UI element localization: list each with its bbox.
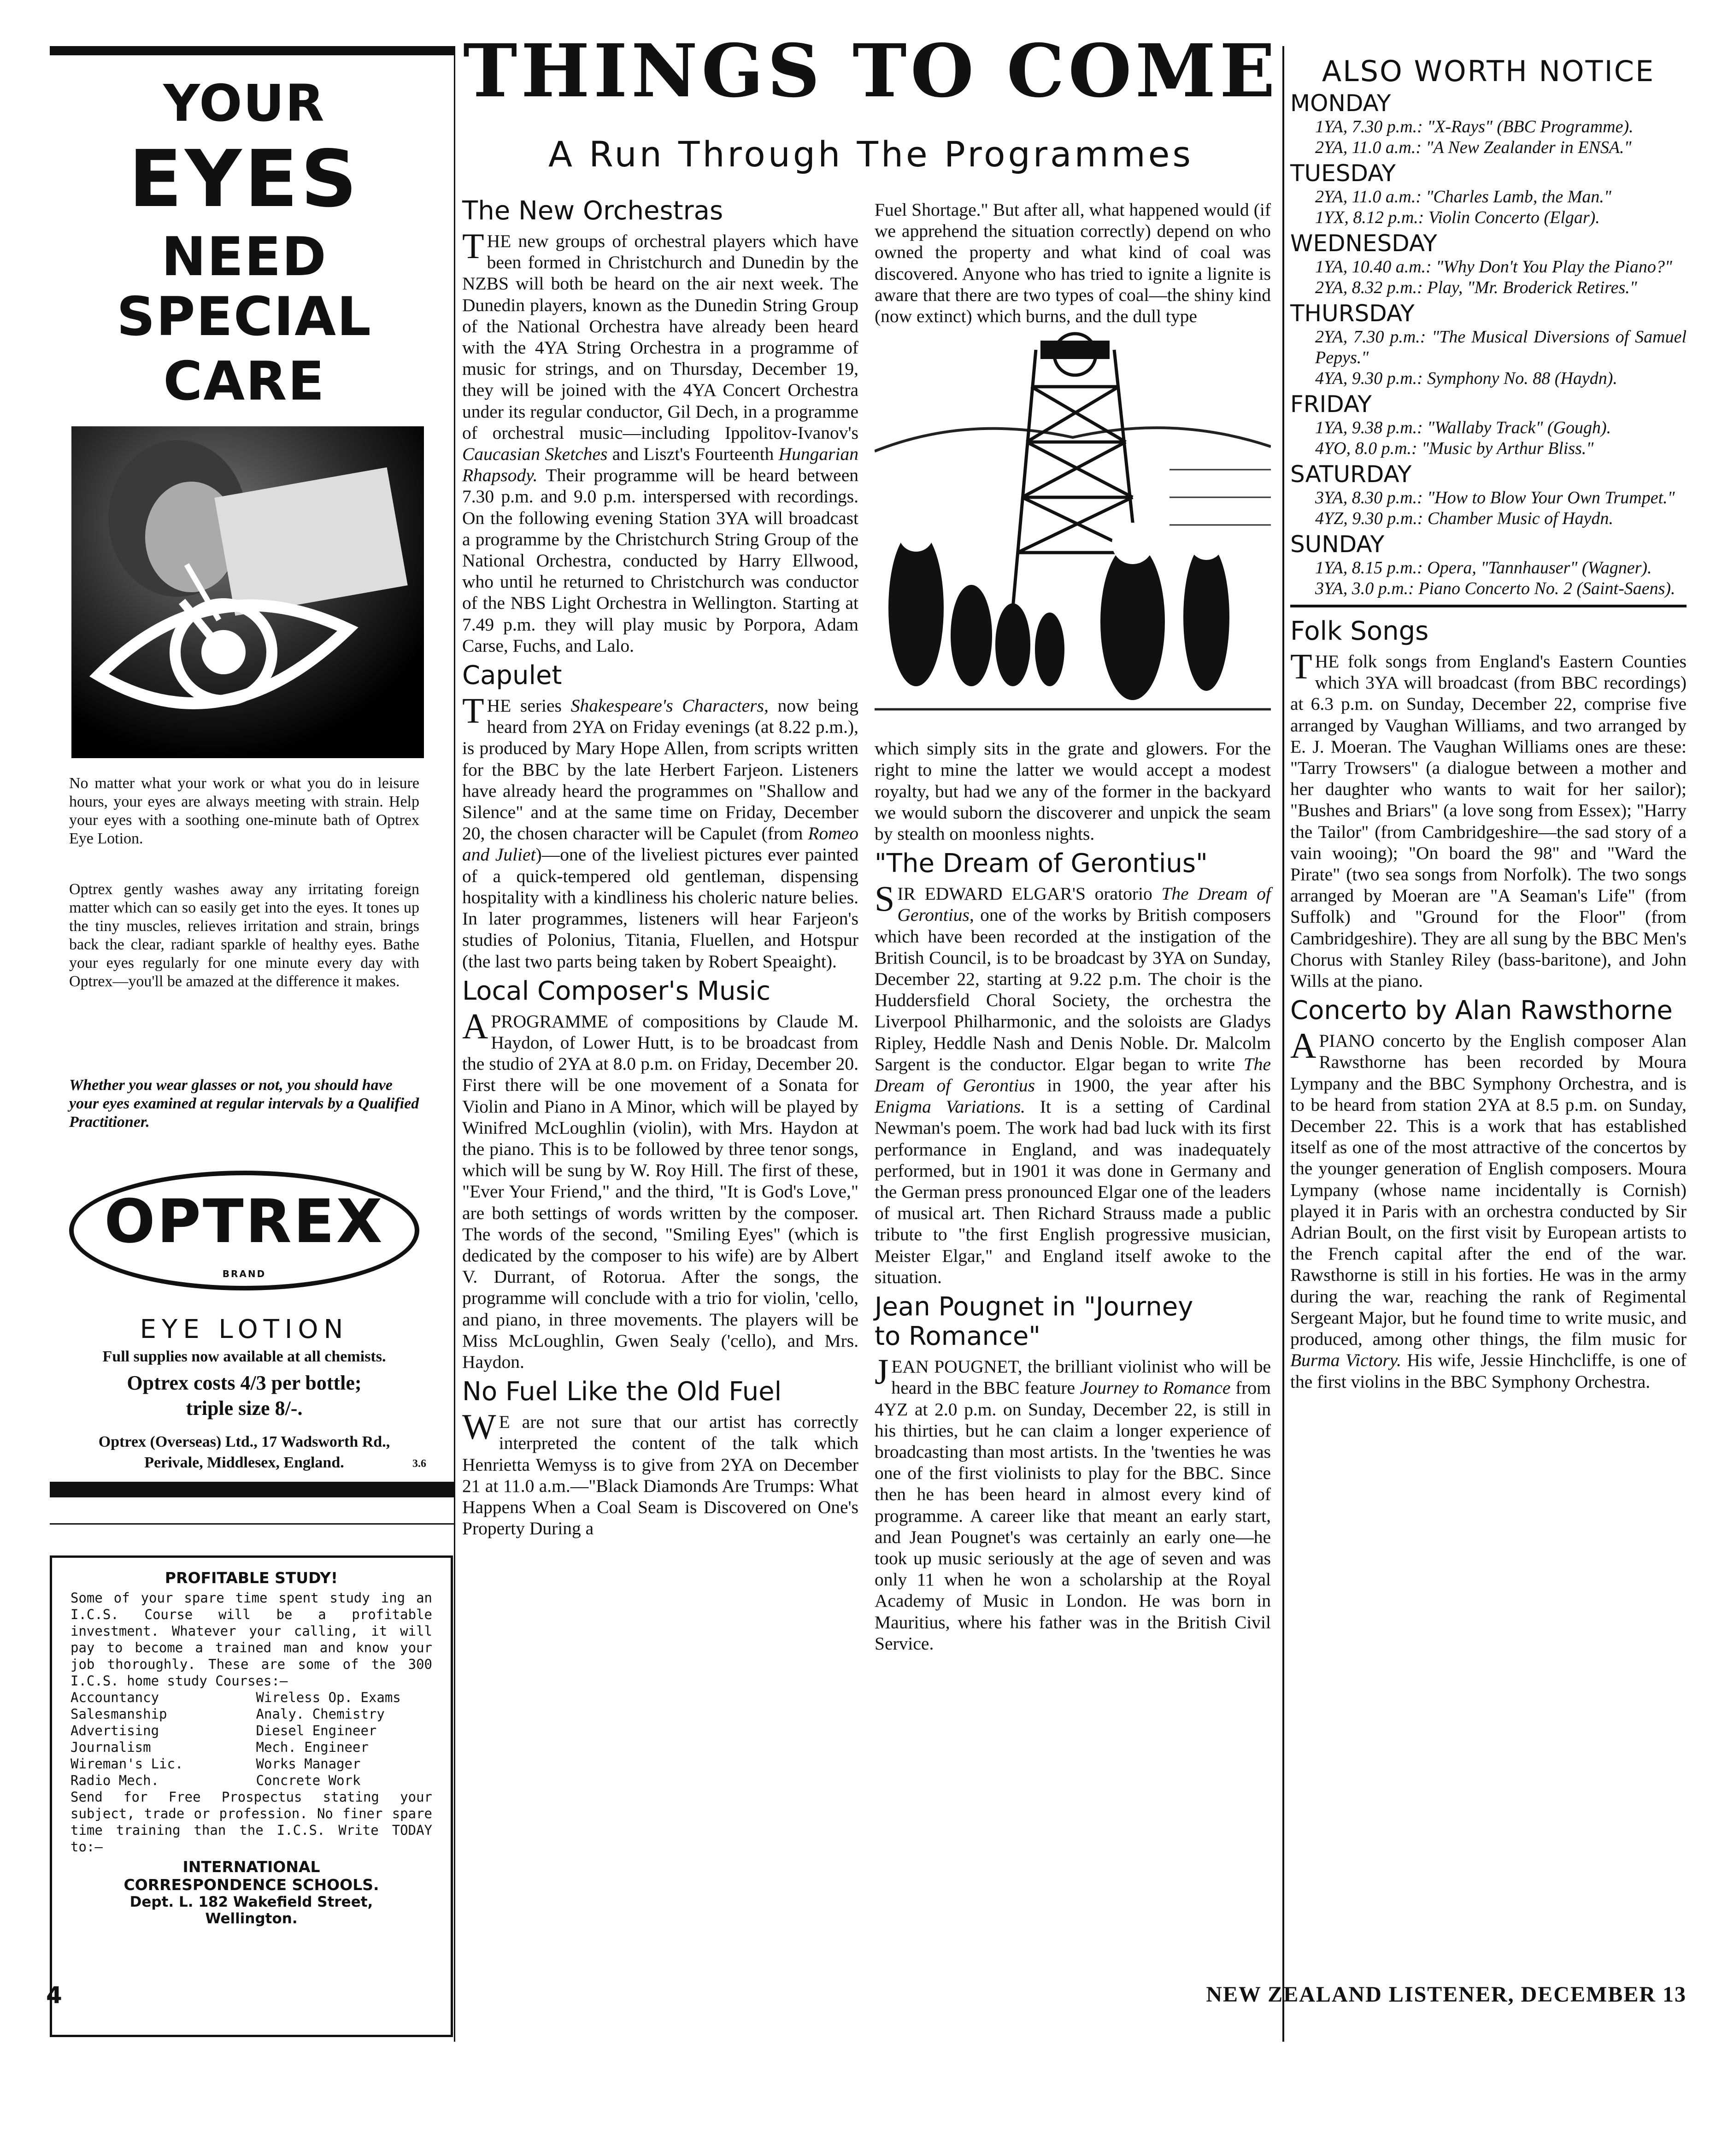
ics-course: Works Manager [256, 1756, 361, 1772]
article-body-pougnet: JEAN POUGNET, the brilliant violinist who will be heard in the BBC feature Journey to Romance from 4YZ at 2.0 p.m. on Sunday, December 22, is still in his thirties, but he can claim a longer experience of broadcasting than most artists. In the 'twenties he was one of the first violinists to play for the BBC. Since then he has been heard in almost every kind of programme. A career like that meant an early start, and Jean Pougnet's was certainly an early one—he took up music seriously at the age of seven and was only 11 when he won a scholarship at the Royal Academy of Music in London. He was born in Mauritius, where his father was in the British Civil Service. [875, 1351, 1271, 1654]
ad-headline-eyes: EYES [129, 134, 360, 225]
notice-item: 1YX, 8.12 p.m.: Violin Concerto (Elgar). [1315, 208, 1600, 227]
ics-course: Salesmanship [71, 1706, 167, 1722]
notice-item: 1YA, 7.30 p.m.: "X-Rays" (BBC Programme). [1315, 117, 1634, 136]
page-subtitle: A Run Through The Programmes [548, 134, 1193, 175]
article-body-old-fuel-cont: Fuel Shortage." But after all, what happened would (if we apprehend the situation correctly) depend on who owned the property and what kind of coal was discovered. Anyone who has tried to ignite a lignite is aware that there are two types of coal—the shiny kind (now extinct) which burns, and the dull type [875, 200, 1271, 327]
ad-photo-woman-reading [71, 426, 424, 758]
notice-item: 2YA, 8.32 p.m.: Play, "Mr. Broderick Retires." [1315, 278, 1637, 297]
article-title-pougnet: Jean Pougnet in "Journey to Romance" [875, 1292, 1193, 1352]
article-title-local-composer: Local Composer's Music [462, 976, 771, 1006]
optrex-logo-text: OPTREX [104, 1186, 384, 1256]
ad-headline-your: YOUR [163, 74, 325, 133]
publication-line: NEW ZEALAND LISTENER, DECEMBER 13 [1206, 1982, 1687, 2007]
article-title-capulet: Capulet [462, 660, 562, 691]
notice-item: 1YA, 9.38 p.m.: "Wallaby Track" (Gough). [1315, 418, 1611, 437]
article-body-new-orchestras: THE new groups of orchestral players which have been formed in Christchurch and Dunedin by the NZBS will both be heard on the air next week. The Dunedin players, known as the Dunedin String Group of the National Orchestra have already been heard with the 4YA String Orchestra in a programme of music for strings, and on Thursday, December 19, they will be joined with the 4YA Concert Orchestra under its regular conductor, Gil Dech, in a programme of orchestral music—including Ippolitov-Ivanov's Caucasian Sketches and Liszt's Fourteenth Hungarian Rhapsody. Their programme will be heard between 7.30 p.m. and 9.0 p.m. interspersed with recordings. On the following evening Station 3YA will broadcast a programme by the Christchurch String Group of the National Orchestra, conducted by Harry Ellwood, who until he returned to Christchurch was conductor of the NBS Light Orchestra in Wellington. Starting at 7.49 p.m. they will play music by Porpora, Adam Carse, Fuchs, and Lalo. [462, 226, 858, 656]
eye-symbol-illustration [71, 426, 424, 758]
day-saturday: SATURDAY [1290, 461, 1412, 488]
article-body-local-composer: A PROGRAMME of compositions by Claude M. Haydon, of Lower Hutt, is to be broadcast from the studio of 2YA at 8.0 p.m. on Friday, December 20. First there will be one movement of a Sonata for Violin and Piano in A Minor, which will be played by Winifred McLoughlin (violin), with Mrs. Haydon at the piano. This is to be followed by three tenor songs, which will be sung by W. Roy Hill. The first of these, "Ever Your Friend," and the third, "It is God's Love," are both settings of words written by the composer. The words of the second, "Smiling Eyes" (which is dedicated by the composer to his wife) are by Albert V. Durrant, of Rotorua. After the songs, the programme will conclude with a trio for violin, 'cello, and piano, in three movements. The players will be Miss McLoughlin, Gwen Sealy ('cello), and Mrs. Haydon. [462, 1006, 858, 1372]
ics-dept: Dept. L. 182 Wakefield Street, [129, 1894, 373, 1910]
notice-item: 1YA, 10.40 a.m.: "Why Don't You Play the Piano?" [1315, 257, 1672, 277]
worth-notice-box [1290, 54, 1687, 607]
notice-item: 3YA, 3.0 p.m.: Piano Concerto No. 2 (Saint-Saens). [1315, 579, 1675, 598]
day-friday: FRIDAY [1290, 391, 1372, 418]
optrex-logo [69, 1171, 419, 1290]
cartoon-illustration [875, 331, 1271, 732]
notice-item: 2YA, 11.0 a.m.: "Charles Lamb, the Man." [1315, 187, 1611, 206]
ics-course: Journalism [71, 1739, 151, 1755]
day-sunday: SUNDAY [1290, 531, 1385, 558]
ics-org-1: INTERNATIONAL [182, 1858, 320, 1876]
ad-headline-need: NEED [161, 226, 327, 288]
article-title-folk-songs: Folk Songs [1290, 616, 1429, 646]
day-wednesday: WEDNESDAY [1290, 230, 1437, 257]
ad-supplies: Full supplies now available at all chemists. [102, 1348, 386, 1365]
worth-notice-title: ALSO WORTH NOTICE [1322, 54, 1655, 88]
day-tuesday: TUESDAY [1290, 160, 1396, 187]
ics-course: Wireless Op. Exams [256, 1690, 401, 1705]
ics-org-2: CORRESPONDENCE SCHOOLS. [123, 1876, 379, 1894]
column-right [1290, 51, 1687, 1397]
notice-item: 4YA, 9.30 p.m.: Symphony No. 88 (Haydn). [1315, 369, 1617, 388]
article-body-capulet: THE series Shakespeare's Characters, now being heard from 2YA on Friday evenings (at 8.22 p.m.), is produced by Mary Hope Allen, from scripts written for the BBC by the late Herbert Farjeon. Listeners have already heard the programmes on "Shallow and Silence" and at the same time on Friday, December 20, the chosen character will be Capulet (from Romeo and Juliet)—one of the liveliest pictures ever painted of a quick-tempered old gentleman, dispensing hospitality with a kindliness his choleric nature belies. In later programmes, listeners will hear Farjeon's studies of Polonius, Titania, Fluellen, and Hotspur (the last two parts being taken by Robert Speaight). [462, 690, 858, 972]
column-divider-right [1282, 46, 1284, 2042]
ad-cost-2: triple size 8/-. [186, 1397, 303, 1420]
column-a [462, 194, 858, 1543]
page-number: 4 [46, 1982, 62, 2009]
ics-course: Accountancy [71, 1690, 159, 1705]
article-body-old-fuel-cont2: which simply sits in the grate and glowers. For the right to mine the latter we would accept a modest royalty, but had we any of the former in the backyard we would suborn the discoverer and unpick the seam by stealth on moonless nights. [875, 738, 1271, 844]
ad-paragraph-1: No matter what your work or what you do in leisure hours, your eyes are always meeting with strain. Help your eyes with a soothing one-minute bath of Optrex Eye Lotion. [69, 775, 419, 847]
ics-outro: Send for Free Prospectus stating your subject, trade or profession. No finer spare time training than the I.C.S. Write TODAY to:— [71, 1789, 432, 1855]
article-body-old-fuel: W E are not sure that our artist has correctly interpreted the content of the talk which Henrietta Wemyss is to give from 2YA on December 21 at 11.0 a.m.—"Black Diamonds Are Trumps: What Happens When a Coal Seam is Discovered on One's Property During a [462, 1407, 858, 1539]
ics-course: Wireman's Lic. [71, 1756, 183, 1772]
article-title-gerontius: "The Dream of Gerontius" [875, 848, 1208, 879]
ad-address-2: Perivale, Middlesex, England. [144, 1454, 344, 1471]
ad-bottom-rule [50, 1482, 455, 1497]
ics-courses [71, 1689, 432, 1789]
ad-headline-special: SPECIAL [117, 286, 372, 348]
ics-city: Wellington. [205, 1910, 298, 1927]
ad-cost-1: Optrex costs 4/3 per bottle; [127, 1372, 362, 1394]
column-divider-left [454, 46, 455, 2042]
ad-top-rule [50, 46, 455, 55]
column-b [875, 199, 1271, 1659]
article-title-old-fuel: No Fuel Like the Old Fuel [462, 1377, 782, 1407]
ics-course: Mech. Engineer [256, 1739, 369, 1755]
ics-top-rule [50, 1523, 455, 1525]
coal-mine-cartoon [875, 331, 1271, 732]
page-title: THINGS TO COME [463, 29, 1279, 114]
ics-course: Diesel Engineer [256, 1723, 377, 1738]
ics-course: Analy. Chemistry [256, 1706, 385, 1722]
ics-intro: Some of your spare time spent study ing an I.C.S. Course will be a profitable investment. Whatever your calling, it will pay to become a trained man and know your job thoroughly. These are some of the 300 I.C.S. home study Courses:— [71, 1590, 432, 1689]
ad-paragraph-2: Optrex gently washes away any irritating foreign matter which can so easily get into the eyes. It tones up the tiny muscles, relieves irritation and strain, brings back the clear, radiant sparkle of healthy eyes. Bathe your eyes regularly for one minute every day with Optrex—you'll be amazed at the difference it makes. [69, 881, 419, 990]
ad-address-1: Optrex (Overseas) Ltd., 17 Wadsworth Rd., [98, 1433, 390, 1450]
article-title-new-orchestras: The New Orchestras [462, 196, 723, 226]
notice-item: 2YA, 7.30 p.m.: "The Musical Diversions of Samuel Pepys." [1315, 327, 1687, 367]
day-monday: MONDAY [1290, 90, 1391, 117]
article-body-folk-songs: THE folk songs from England's Eastern Counties which 3YA will broadcast (from BBC recordings) at 6.3 p.m. on Sunday, December 22, comprise five arranged by Vaughan Williams, and two arranged by E. J. Moeran. The Vaughan Williams ones are these: "Tarry Trowsers" (a dialogue between a mother and her daughter who wants to wait for her sailor); "Bushes and Briars" (a love song from Essex); "Harry the Tailor" (from Cambridgeshire—the sad story of a vain wooing); "On board the 98" and "Ward the Pirate" (two sea songs from Norfolk). The two songs arranged by Moeran are "A Seaman's Life" (from Suffolk) and "Ground for the Floor" (from Cambridgeshire). They are all sung by the BBC Men's Chorus with Stanley Riley (bass-baritone), and John Wills at the piano. [1290, 646, 1687, 991]
notice-item: 4YO, 8.0 p.m.: "Music by Arthur Bliss." [1315, 439, 1594, 458]
ad-paragraph-3: Whether you wear glasses or not, you should have your eyes examined at regular intervals by a Qualified Practitioner. [69, 1077, 419, 1131]
ad-code: 3.6 [412, 1458, 426, 1470]
notice-item: 3YA, 8.30 p.m.: "How to Blow Your Own Trumpet." [1315, 488, 1675, 507]
ics-course: Radio Mech. [71, 1773, 159, 1788]
ad-headline-care: CARE [163, 350, 325, 412]
ad-eye-lotion: EYE LOTION [140, 1314, 349, 1344]
article-body-rawsthorne: A PIANO concerto by the English composer Alan Rawsthorne has been recorded by Moura Lympany and the BBC Symphony Orchestra, and is to be heard from station 2YA at 8.5 p.m. on Sunday, December 22. This is a work that has established itself as one of the most attractive of the concertos by the younger generation of English composers. Moura Lympany (whose name incidentally is Cornish) played it in Paris with an orchestra conducted by Sir Adrian Boult, on the first visit by European artists to the French capital after the end of the war. Rawsthorne is still in his forties. He was in the army during the war, reaching the rank of Regimental Sergeant Major, but he found time to write music, and produced, among other things, the film music for Burma Victory. His wife, Jessie Hinchcliffe, is one of the first violins in the BBC Symphony Orchestra. [1290, 1025, 1687, 1392]
ics-title: PROFITABLE STUDY! [165, 1569, 338, 1587]
ics-course: Concrete Work [256, 1773, 361, 1788]
article-title-rawsthorne: Concerto by Alan Rawsthorne [1290, 996, 1673, 1026]
day-thursday: THURSDAY [1290, 300, 1415, 327]
notice-item: 2YA, 11.0 a.m.: "A New Zealander in ENSA." [1315, 138, 1632, 157]
notice-item: 4YZ, 9.30 p.m.: Chamber Music of Haydn. [1315, 509, 1614, 528]
ics-course: Advertising [71, 1723, 159, 1738]
ics-advertisement [50, 1555, 453, 2037]
optrex-brand-label: BRAND [222, 1268, 266, 1279]
notice-item: 1YA, 8.15 p.m.: Opera, "Tannhauser" (Wagner). [1315, 558, 1652, 577]
article-body-gerontius: SIR EDWARD ELGAR'S oratorio The Dream of Gerontius, one of the works by British composers which have been recorded at the instigation of the British Council, is to be broadcast by 3YA on Sunday, December 22, starting at 9.22 p.m. The choir is the Huddersfield Choral Society, the orchestra the Liverpool Philharmonic, and the soloists are Gladys Ripley, Heddle Nash and Denis Noble. Dr. Malcolm Sargent is the conductor. Elgar began to write The Dream of Gerontius in 1900, the year after his Enigma Variations. It is a setting of Cardinal Newman's poem. The work had bad luck with its first performance in England, and was inadequately performed, but in 1901 it was done in Germany and the German press pronounced Elgar one of the leaders of musical art. Then Richard Strauss made a public tribute to "the first English progressive musician, Meister Elgar," and England itself awoke to the situation. [875, 878, 1271, 1287]
